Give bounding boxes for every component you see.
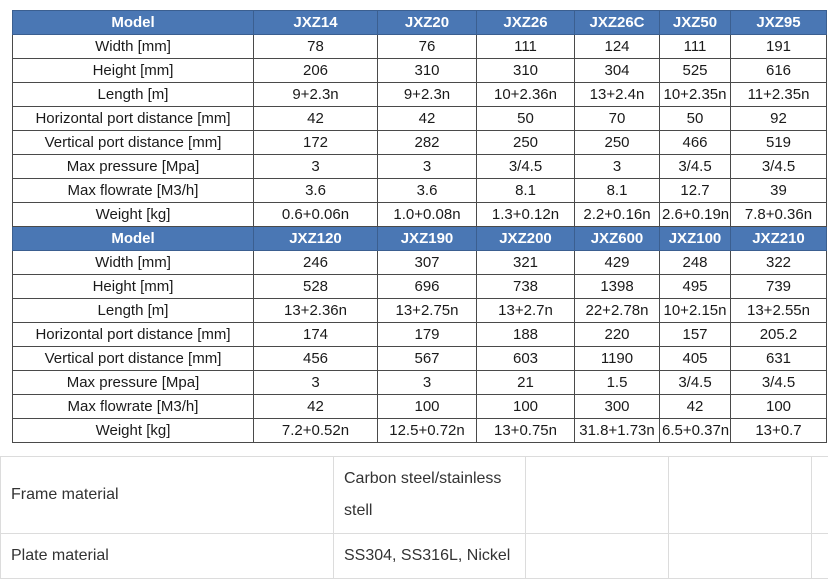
spec-cell: 405	[660, 347, 731, 371]
spec-row-label: Weight [kg]	[13, 419, 254, 443]
spec-cell: 42	[254, 107, 378, 131]
spec-cell: 3.6	[378, 179, 477, 203]
spec-cell: 42	[378, 107, 477, 131]
spec-cell: 191	[731, 35, 827, 59]
spec-row-label: Horizontal port distance [mm]	[13, 323, 254, 347]
spec-row-label: Height [mm]	[13, 275, 254, 299]
empty-cell	[669, 534, 812, 579]
spec-cell: 310	[477, 59, 575, 83]
spec-cell: 13+2.36n	[254, 299, 378, 323]
spec-cell: 174	[254, 323, 378, 347]
spec-cell: 31.8+1.73n	[575, 419, 660, 443]
spec-cell: 3	[254, 371, 378, 395]
header-model-label: Model	[13, 227, 254, 251]
header-model-name: JXZ20	[378, 11, 477, 35]
spec-row-label: Length [m]	[13, 83, 254, 107]
spec-cell: 100	[477, 395, 575, 419]
spec-cell: 300	[575, 395, 660, 419]
header-model-name: JXZ26	[477, 11, 575, 35]
spec-row	[13, 347, 827, 371]
spec-row	[13, 323, 827, 347]
spec-cell: 1190	[575, 347, 660, 371]
spec-row-label: Max flowrate [M3/h]	[13, 395, 254, 419]
spec-cell: 8.1	[477, 179, 575, 203]
spec-cell: 250	[575, 131, 660, 155]
spec-cell: 246	[254, 251, 378, 275]
spec-cell: 50	[660, 107, 731, 131]
header-model-label: Model	[13, 11, 254, 35]
spec-cell: 42	[660, 395, 731, 419]
empty-cell	[526, 457, 669, 534]
spec-cell: 8.1	[575, 179, 660, 203]
empty-cell	[812, 534, 828, 579]
header-model-name: JXZ600	[575, 227, 660, 251]
spec-cell: 157	[660, 323, 731, 347]
spec-cell: 188	[477, 323, 575, 347]
header-model-name: JXZ14	[254, 11, 378, 35]
empty-cell	[812, 457, 828, 534]
material-value-line: stell	[344, 495, 515, 527]
spec-cell: 307	[378, 251, 477, 275]
spec-cell: 111	[660, 35, 731, 59]
spec-cell: 10+2.36n	[477, 83, 575, 107]
spec-cell: 111	[477, 35, 575, 59]
spec-cell: 616	[731, 59, 827, 83]
spec-cell: 220	[575, 323, 660, 347]
spec-cell: 3/4.5	[731, 371, 827, 395]
spec-header-row	[13, 227, 827, 251]
spec-cell: 456	[254, 347, 378, 371]
spec-cell: 12.5+0.72n	[378, 419, 477, 443]
spec-row	[13, 107, 827, 131]
spec-cell: 738	[477, 275, 575, 299]
spec-table	[12, 10, 827, 443]
material-value	[334, 457, 526, 534]
spec-row	[13, 131, 827, 155]
spec-cell: 172	[254, 131, 378, 155]
spec-cell: 321	[477, 251, 575, 275]
spec-cell: 92	[731, 107, 827, 131]
spec-cell: 466	[660, 131, 731, 155]
spec-row	[13, 203, 827, 227]
spec-row	[13, 155, 827, 179]
spec-cell: 3/4.5	[731, 155, 827, 179]
spec-cell: 322	[731, 251, 827, 275]
spec-cell: 10+2.15n	[660, 299, 731, 323]
spec-row-label: Weight [kg]	[13, 203, 254, 227]
spec-cell: 13+0.7	[731, 419, 827, 443]
spec-row	[13, 371, 827, 395]
spec-row-label: Length [m]	[13, 299, 254, 323]
spec-cell: 528	[254, 275, 378, 299]
spec-row-label: Vertical port distance [mm]	[13, 131, 254, 155]
spec-row-label: Max pressure [Mpa]	[13, 371, 254, 395]
header-model-name: JXZ50	[660, 11, 731, 35]
spec-cell: 6.5+0.37n	[660, 419, 731, 443]
spec-row	[13, 419, 827, 443]
spec-row	[13, 299, 827, 323]
spec-cell: 70	[575, 107, 660, 131]
spec-row-label: Width [mm]	[13, 35, 254, 59]
spec-cell: 519	[731, 131, 827, 155]
spec-header-row	[13, 11, 827, 35]
spec-cell: 12.7	[660, 179, 731, 203]
spec-cell: 22+2.78n	[575, 299, 660, 323]
spec-row-label: Max flowrate [M3/h]	[13, 179, 254, 203]
header-model-name: JXZ120	[254, 227, 378, 251]
spec-row-label: Width [mm]	[13, 251, 254, 275]
spec-table-image	[12, 10, 826, 450]
spec-cell: 3/4.5	[660, 371, 731, 395]
material-row-frame	[1, 457, 828, 534]
spec-cell: 42	[254, 395, 378, 419]
spec-cell: 11+2.35n	[731, 83, 827, 107]
empty-cell	[526, 534, 669, 579]
spec-cell: 3	[575, 155, 660, 179]
spec-cell: 310	[378, 59, 477, 83]
spec-cell: 39	[731, 179, 827, 203]
empty-cell	[669, 457, 812, 534]
spec-cell: 304	[575, 59, 660, 83]
spec-cell: 3	[254, 155, 378, 179]
header-model-name: JXZ200	[477, 227, 575, 251]
spec-cell: 1398	[575, 275, 660, 299]
spec-cell: 9+2.3n	[378, 83, 477, 107]
spec-cell: 3/4.5	[477, 155, 575, 179]
spec-row	[13, 275, 827, 299]
spec-cell: 248	[660, 251, 731, 275]
header-model-name: JXZ210	[731, 227, 827, 251]
spec-cell: 100	[378, 395, 477, 419]
spec-cell: 13+2.55n	[731, 299, 827, 323]
material-table	[0, 456, 828, 579]
spec-cell: 100	[731, 395, 827, 419]
spec-cell: 282	[378, 131, 477, 155]
spec-cell: 3	[378, 371, 477, 395]
header-model-name: JXZ100	[660, 227, 731, 251]
material-label: Plate material	[1, 534, 334, 579]
header-model-name: JXZ190	[378, 227, 477, 251]
spec-cell: 13+0.75n	[477, 419, 575, 443]
spec-cell: 179	[378, 323, 477, 347]
spec-row	[13, 251, 827, 275]
material-value-line: SS304, SS316L, Nickel	[344, 540, 515, 572]
spec-cell: 3.6	[254, 179, 378, 203]
spec-cell: 3	[378, 155, 477, 179]
spec-cell: 10+2.35n	[660, 83, 731, 107]
spec-cell: 206	[254, 59, 378, 83]
spec-row	[13, 179, 827, 203]
spec-cell: 124	[575, 35, 660, 59]
spec-row-label: Height [mm]	[13, 59, 254, 83]
spec-cell: 13+2.75n	[378, 299, 477, 323]
spec-cell: 631	[731, 347, 827, 371]
spec-cell: 2.6+0.19n	[660, 203, 731, 227]
spec-row	[13, 395, 827, 419]
spec-cell: 1.5	[575, 371, 660, 395]
spec-row	[13, 35, 827, 59]
spec-row-label: Vertical port distance [mm]	[13, 347, 254, 371]
spec-cell: 2.2+0.16n	[575, 203, 660, 227]
spec-cell: 0.6+0.06n	[254, 203, 378, 227]
spec-cell: 21	[477, 371, 575, 395]
spec-cell: 205.2	[731, 323, 827, 347]
spec-cell: 603	[477, 347, 575, 371]
material-value-line: Carbon steel/stainless	[344, 463, 515, 495]
spec-cell: 7.8+0.36n	[731, 203, 827, 227]
spec-row-label: Max pressure [Mpa]	[13, 155, 254, 179]
spec-cell: 9+2.3n	[254, 83, 378, 107]
spec-cell: 1.3+0.12n	[477, 203, 575, 227]
material-row-plate	[1, 534, 828, 579]
spec-cell: 567	[378, 347, 477, 371]
spec-cell: 50	[477, 107, 575, 131]
spec-cell: 495	[660, 275, 731, 299]
material-value	[334, 534, 526, 579]
spec-cell: 429	[575, 251, 660, 275]
spec-cell: 250	[477, 131, 575, 155]
spec-cell: 13+2.7n	[477, 299, 575, 323]
material-label: Frame material	[1, 457, 334, 534]
spec-cell: 1.0+0.08n	[378, 203, 477, 227]
spec-cell: 696	[378, 275, 477, 299]
spec-row	[13, 83, 827, 107]
spec-cell: 78	[254, 35, 378, 59]
spec-cell: 13+2.4n	[575, 83, 660, 107]
spec-row-label: Horizontal port distance [mm]	[13, 107, 254, 131]
spec-cell: 739	[731, 275, 827, 299]
spec-cell: 76	[378, 35, 477, 59]
spec-cell: 525	[660, 59, 731, 83]
spec-row	[13, 59, 827, 83]
header-model-name: JXZ26C	[575, 11, 660, 35]
header-model-name: JXZ95	[731, 11, 827, 35]
spec-cell: 7.2+0.52n	[254, 419, 378, 443]
spec-cell: 3/4.5	[660, 155, 731, 179]
